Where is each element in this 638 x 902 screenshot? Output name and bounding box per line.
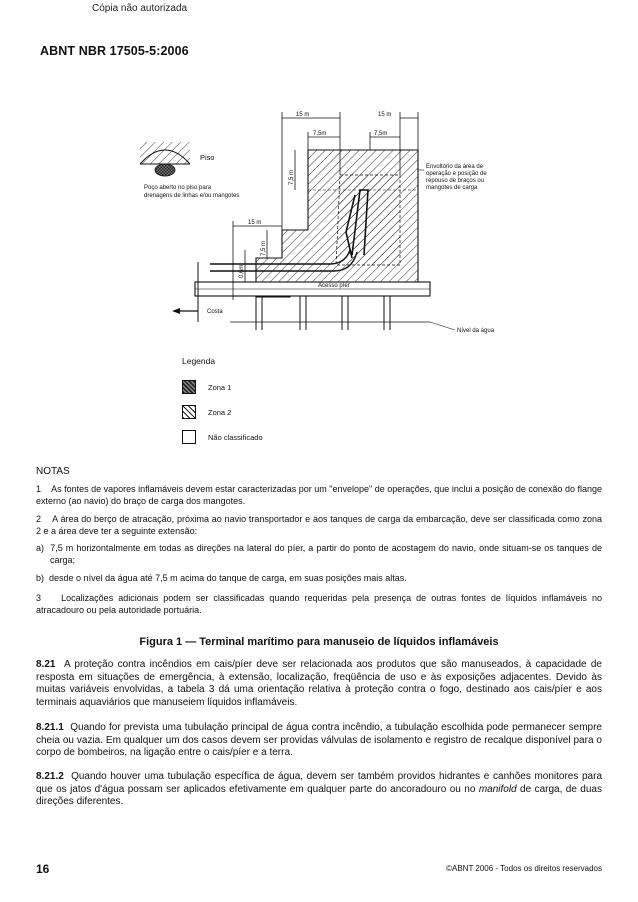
dim-7-5m-a: 7,5m [313, 131, 327, 137]
nota-1: 1 As fontes de vapores inflamáveis devem estar caracterizadas por um "envelope" de operações, que inclui a posição de conexão do flange externo (ao navio) do braço de carga dos mangotes. [36, 484, 602, 506]
legend-nao-classificado-label: Não classificado [208, 433, 263, 442]
dim-15m-right: 15 m [378, 112, 392, 118]
dim-15m-top: 15 m [296, 112, 310, 118]
label-envoltorio-3: repouso de braços ou [426, 178, 485, 184]
dim-0-6m: 0,6m [239, 264, 245, 278]
dim-7-5m-vert: 7,5 m [289, 169, 295, 185]
label-nivel-agua: Nível da água [457, 328, 495, 334]
figure-diagram [0, 95, 638, 350]
legend-zona1-label: Zona 1 [208, 383, 232, 392]
page-number: 16 [36, 862, 50, 876]
legend-title: Legenda [182, 356, 216, 366]
legend-zona1-swatch [182, 380, 196, 394]
notas-title: NOTAS [36, 466, 70, 477]
nota-2-item-a: a) 7,5 m horizontalmente em todas as direções na lateral do píer, a partir do ponto de acostagem do navio, onde situam-se os tanques de carga; [36, 543, 602, 565]
label-poco-1: Poço aberto no piso para [144, 185, 212, 191]
label-acesso-pier: Acesso píer [318, 283, 350, 289]
document-header: ABNT NBR 17505-5:2006 [40, 44, 189, 58]
nota-2-item-b: b) desde o nível da água até 7,5 m acima do tanque de carga, em suas posições mais altas. [36, 573, 407, 583]
figure-caption: Figura 1 — Terminal marítimo para manuseio de líquidos inflamáveis [139, 636, 499, 648]
label-costa: Costa [207, 309, 223, 315]
legend-nao-classificado-swatch [182, 430, 196, 444]
dim-7-5m-b: 7,5m [374, 131, 388, 137]
floor-drain-symbol [140, 142, 190, 176]
label-envoltorio-4: mangotes de carga [426, 185, 478, 191]
watermark-text: Cópia não autorizada [92, 3, 188, 14]
dim-15m-mid: 15 m [248, 220, 262, 226]
section-8-21-2: 8.21.2 Quando houver uma tubulação específica de água, devem ser também providos hidrantes e canhões monitores para que os jatos d'água possam ser aplicados efetivamente em qualquer parte do ancoradouro ou no manifold de carga, de duas direções diferentes. [36, 771, 603, 807]
legend-zona2-swatch [182, 405, 196, 419]
zone1-region [336, 175, 400, 265]
section-8-21-1: 8.21.1 Quando for prevista uma tubulação principal de água contra incêndio, a tubulação escolhida pode permanecer sempre cheia ou vazia. Em qualquer um dos casos devem ser providas válvulas de isolamento e registro de recalque disponível para o corpo de bombeiros, na ligação entre o cais/píer e a terra. [36, 722, 602, 758]
nota-2: 2 A área do berço de atracação, próxima ao navio transportador e aos tanques de carga da embarcação, deve ser classificada como zona 2 e a área deve ter a seguinte extensão: [36, 514, 602, 536]
label-envoltorio-1: Envoltório da área de [426, 164, 484, 170]
pier-piles [256, 296, 390, 330]
nota-3: 3 Localizações adicionais podem ser classificadas quando requeridas pela presença de outras fontes de líquidos inflamáveis no atracadouro ou pela autoridade portuária. [36, 593, 602, 615]
label-envoltorio-2: operação e posição de [426, 171, 487, 177]
dim-7-5m-vert2: 7,5 m [261, 240, 267, 256]
footer-copyright: ©ABNT 2006 - Todos os direitos reservados [446, 864, 602, 873]
section-8-21: 8.21 A proteção contra incêndios em cais/píer deve ser relacionada aos produtos que são manuseados, à capacidade de resposta em situações de emergência, à extensão, localização, freqüência de uso e às exposições adjacentes. Devido às muitas variáveis envolvidas, a tabela 3 dá uma orientação relativa à proteção contra o fogo, destinado aos cais/píer e aos terminais aquaviários que manuseiem líquidos inflamáveis. [36, 659, 602, 708]
label-piso: Piso [200, 153, 215, 162]
label-poco-2: drenagens de linhas e/ou mangotes [144, 193, 240, 199]
legend-zona2-label: Zona 2 [208, 408, 232, 417]
